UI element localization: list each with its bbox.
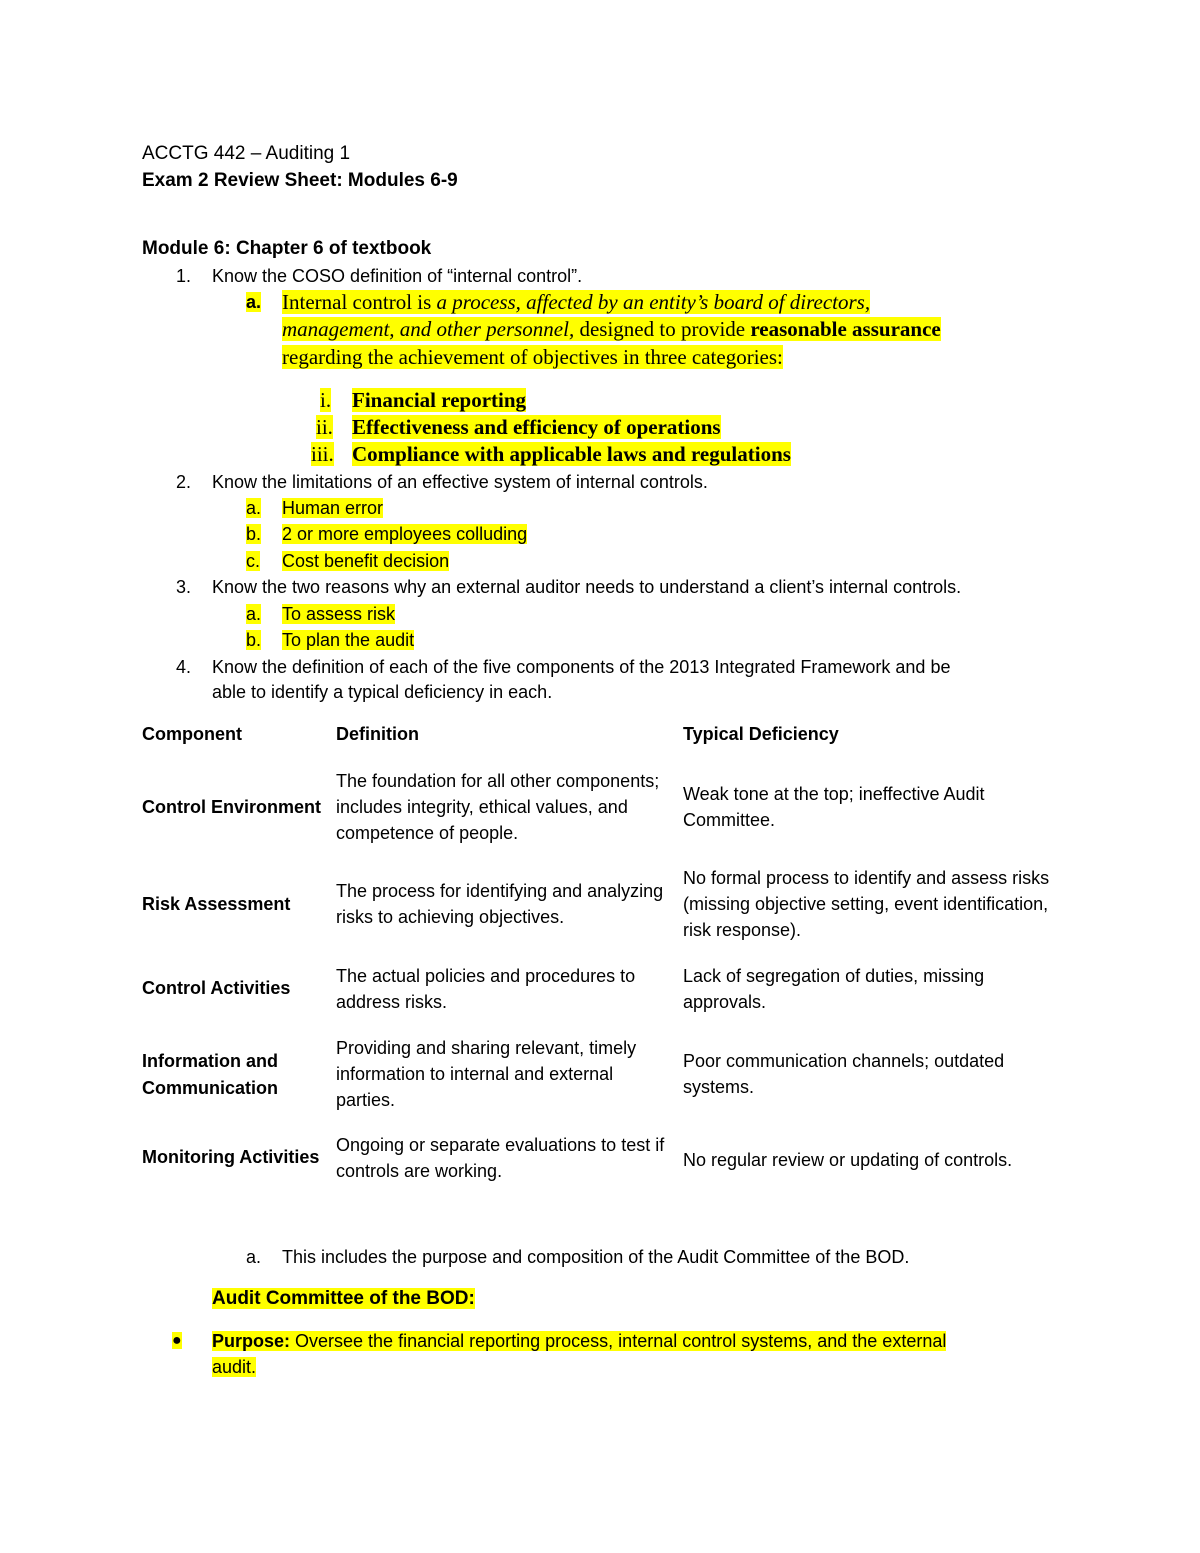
- q1-a-line3: regarding the achievement of objectives in three categories:: [282, 345, 783, 369]
- note-marker: a.: [246, 1247, 262, 1267]
- row-deficiency: No formal process to identify and assess risks (missing objective setting, event identification, risk response).: [683, 868, 1050, 940]
- q1-text: Know the COSO definition of “internal control”.: [212, 266, 583, 286]
- category-3-marker: iii.: [311, 442, 334, 466]
- table-header-row: [142, 724, 1062, 750]
- q3-b-marker: b.: [246, 630, 262, 650]
- category-2-marker: ii.: [316, 415, 333, 439]
- row-deficiency: Lack of segregation of duties, missing approvals.: [683, 966, 985, 1012]
- q2-c-text: Cost benefit decision: [282, 551, 450, 571]
- q4-text-line1: Know the definition of each of the five components of the 2013 Integrated Framework and be: [212, 657, 951, 677]
- audit-committee-heading: Audit Committee of the BOD:: [212, 1288, 475, 1309]
- q2-text: Know the limitations of an effective system of internal controls.: [212, 472, 708, 492]
- q3-a-text: To assess risk: [282, 604, 396, 624]
- row-definition: The foundation for all other components; includes integrity, ethical values, and competence of people.: [336, 771, 660, 843]
- q1-a-line1: Internal control is a process, affected by an entity’s board of directors,: [282, 290, 871, 314]
- document-subtitle: Exam 2 Review Sheet: Modules 6-9: [142, 170, 458, 191]
- category-1: Financial reporting: [352, 388, 527, 412]
- q3-text: Know the two reasons why an external auditor needs to understand a client’s internal controls.: [212, 577, 962, 597]
- category-1-marker: i.: [320, 388, 332, 412]
- row-deficiency: Weak tone at the top; ineffective Audit Committee.: [683, 784, 985, 830]
- row-component: Information and Communication: [142, 1051, 279, 1098]
- q3-number: 3.: [176, 577, 192, 597]
- row-component: Control Activities: [142, 978, 291, 998]
- q3-b-text: To plan the audit: [282, 630, 415, 650]
- row-component: Control Environment: [142, 797, 321, 817]
- q2-number: 2.: [176, 472, 192, 492]
- q2-c-marker: c.: [246, 551, 261, 571]
- table-row: [142, 1035, 1062, 1119]
- module-heading: Module 6: Chapter 6 of textbook: [142, 238, 432, 259]
- q2-b-marker: b.: [246, 524, 262, 544]
- row-definition: The actual policies and procedures to address risks.: [336, 966, 636, 1012]
- course-title: ACCTG 442 – Auditing 1: [142, 143, 351, 164]
- category-2: Effectiveness and efficiency of operations: [352, 415, 721, 439]
- q2-a-text: Human error: [282, 498, 384, 518]
- bullet-icon: ●: [172, 1332, 182, 1349]
- q4-text-line2: able to identify a typical deficiency in each.: [212, 682, 553, 702]
- row-deficiency: No regular review or updating of controls.: [683, 1150, 1013, 1170]
- q2-a-marker: a.: [246, 498, 262, 518]
- row-definition: Ongoing or separate evaluations to test if controls are working.: [336, 1135, 665, 1181]
- q1-number: 1.: [176, 266, 192, 286]
- row-component: Monitoring Activities: [142, 1147, 320, 1167]
- purpose-line1: Purpose: Oversee the financial reporting process, internal control systems, and the external: [212, 1331, 947, 1351]
- table-row: [142, 963, 1062, 1023]
- header-definition: Definition: [336, 724, 419, 744]
- row-component: Risk Assessment: [142, 894, 291, 914]
- row-deficiency: Poor communication channels; outdated systems.: [683, 1051, 1005, 1097]
- q3-a-marker: a.: [246, 604, 262, 624]
- row-definition: Providing and sharing relevant, timely information to internal and external parties.: [336, 1038, 637, 1110]
- q1-a-line2: management, and other personnel, designed to provide reasonable assurance: [282, 317, 941, 341]
- q2-b-text: 2 or more employees colluding: [282, 524, 528, 544]
- header-deficiency: Typical Deficiency: [683, 724, 839, 744]
- q4-number: 4.: [176, 657, 192, 677]
- q1-a-marker: a.: [246, 292, 262, 312]
- category-3: Compliance with applicable laws and regulations: [352, 442, 791, 466]
- row-definition: The process for identifying and analyzing risks to achieving objectives.: [336, 881, 664, 927]
- purpose-line2: audit.: [212, 1357, 257, 1377]
- header-component: Component: [142, 724, 242, 744]
- table-row: [142, 1132, 1062, 1192]
- note-text: This includes the purpose and composition of the Audit Committee of the BOD.: [282, 1247, 910, 1267]
- table-row: [142, 768, 1062, 852]
- table-row: [142, 865, 1062, 949]
